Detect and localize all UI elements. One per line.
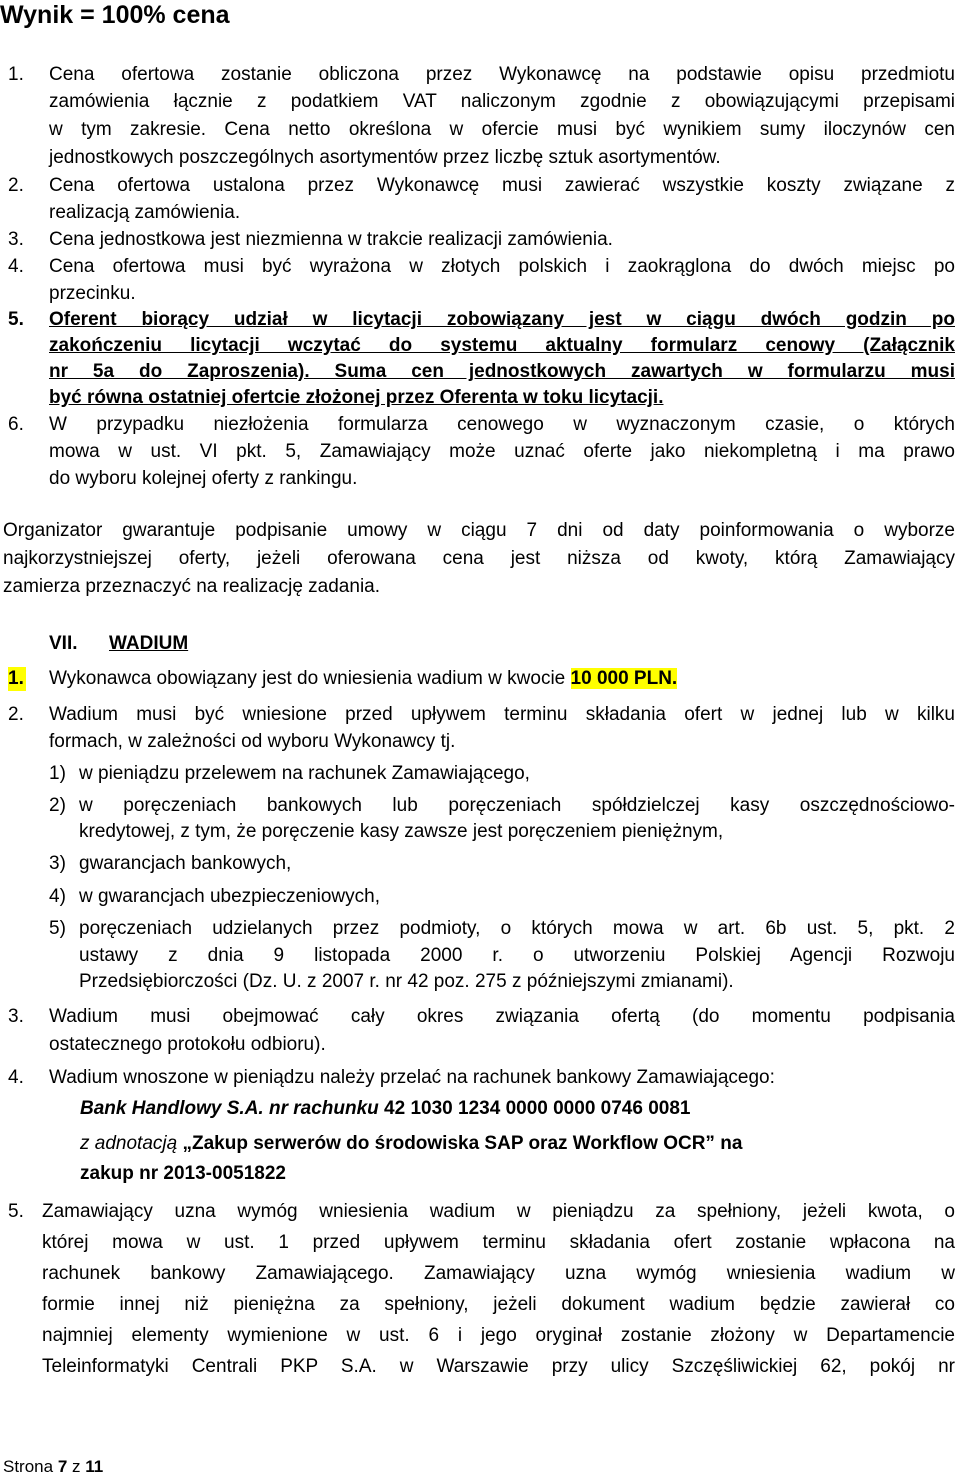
footer-sep: z [67, 1457, 86, 1476]
form-number: 2) [49, 795, 66, 816]
wadium-amount: 10 000 PLN. [570, 668, 678, 689]
wadium-line: ostatecznego protokołu odbioru). [49, 1034, 326, 1055]
annotation-line: zakup nr 2013-0051822 [80, 1163, 286, 1184]
page-footer [3, 1455, 103, 1479]
wadium-line: Zamawiający uzna wymóg wniesienia wadium w pieniądzu za spełniony, jeżeli kwota, o [42, 1201, 955, 1222]
list-item-line: mowa w ust. VI pkt. 5, Zamawiający może uznać oferte jako niekompletną i ma prawo [49, 441, 955, 462]
footer-total: 11 [85, 1457, 104, 1476]
wadium-line: Wadium musi obejmować cały okres związania ofertą (do momentu podpisania [49, 1006, 955, 1027]
list-item-line: do wyboru kolejnej oferty z rankingu. [49, 468, 358, 489]
form-line: kredytowej, z tym, że poręczenie kasy zawsze jest poręczeniem pieniężnym, [79, 821, 724, 842]
list-number: 4. [8, 256, 24, 277]
wadium-line: Wadium musi być wniesione przed upływem terminu składania ofert w jednej lub w kilku [49, 704, 955, 725]
wadium-line: formach, w zależności od wyboru Wykonawcy tj. [49, 731, 456, 752]
list-item-line-bold: nr 5a do Zaproszenia). Suma cen jednostkowych zawartych w formularzu musi [49, 361, 955, 382]
list-item-line: Cena ofertowa zostanie obliczona przez Wykonawcę na podstawie opisu przedmiotu [49, 64, 955, 85]
list-number: 5. [8, 309, 24, 330]
form-line: w poręczeniach bankowych lub poręczeniach spółdzielczej kasy oszczędnościowo- [79, 795, 955, 816]
list-item-line: Cena ofertowa ustalona przez Wykonawcę musi zawierać wszystkie koszty związane z [49, 175, 955, 196]
annotation-line [80, 1132, 742, 1156]
list-item-line: realizacją zamówienia. [49, 202, 241, 223]
wadium-number: 1. [8, 668, 24, 689]
form-number: 1) [49, 763, 66, 784]
wadium-line: Teleinformatyki Centrali PKP S.A. w Warszawie przy ulicy Szczęśliwickiej 62, pokój nr [42, 1356, 955, 1377]
wadium-line [49, 667, 677, 691]
list-item-line-bold: Oferent biorący udział w licytacji zobowiązany jest w ciągu dwóch godzin po [49, 309, 955, 330]
wadium-number: 4. [8, 1067, 24, 1088]
page-heading: Wynik = 100% cena [0, 1, 230, 29]
bank-name: Bank Handlowy S.A. [80, 1098, 264, 1119]
list-item-line-bold: zakończeniu licytacji wczytać do systemu aktualny formularz cenowy (Załącznik [49, 335, 955, 356]
form-line: Przedsiębiorczości (Dz. U. z 2007 r. nr 42 poz. 275 z późniejszymi zmianami). [79, 971, 734, 992]
section-title: WADIUM [109, 633, 189, 654]
wadium-line: najmniej elementy wymienione w ust. 6 i jego oryginał zostanie złożony w Departamencie [42, 1325, 955, 1346]
form-line: w gwarancjach ubezpieczeniowych, [79, 886, 380, 907]
footer-page: 7 [57, 1457, 68, 1476]
form-number: 5) [49, 918, 66, 939]
paragraph-line: najkorzystniejszej oferty, jeżeli oferowana cena jest niższa od kwoty, którą Zamawiający [3, 548, 955, 569]
list-item-line: w tym zakresie. Cena netto określona w ofercie musi być wynikiem sumy iloczynów cen [49, 119, 955, 140]
form-number: 3) [49, 853, 66, 874]
account-label: nr rachunku [263, 1098, 379, 1119]
wadium-number: 3. [8, 1006, 24, 1027]
wadium-line: której mowa w ust. 1 przed upływem terminu składania ofert zostanie wpłacona na [42, 1232, 955, 1253]
list-item-line: Cena jednostkowa jest niezmienna w trakcie realizacji zamówienia. [49, 229, 613, 250]
form-line: ustawy z dnia 9 listopada 2000 r. o utworzeniu Polskiej Agencji Rozwoju [79, 945, 955, 966]
wadium-number: 2. [8, 704, 24, 725]
list-number: 2. [8, 175, 24, 196]
list-item-line: Cena ofertowa musi być wyrażona w złotych polskich i zaokrąglona do dwóch miejsc po [49, 256, 955, 277]
paragraph-line: zamierza przeznaczyć na realizację zadania. [3, 576, 381, 597]
section-number: VII. [49, 633, 78, 654]
footer-prefix: Strona [3, 1457, 58, 1476]
wadium-line: rachunek bankowy Zamawiającego. Zamawiający uzna wymóg wniesienia wadium w [42, 1263, 955, 1284]
list-number: 1. [8, 64, 24, 85]
paragraph-line: Organizator gwarantuje podpisanie umowy w ciągu 7 dni od daty poinformowania o wyborze [3, 520, 955, 541]
form-number: 4) [49, 886, 66, 907]
list-number: 3. [8, 229, 24, 250]
form-line: w pieniądzu przelewem na rachunek Zamawiającego, [79, 763, 530, 784]
list-item-line: jednostkowych poszczególnych asortymentów przez liczbę sztuk asortymentów. [49, 147, 721, 168]
list-number: 6. [8, 414, 24, 435]
account-number: 42 1030 1234 0000 0000 0746 0081 [378, 1098, 691, 1119]
list-item-line: zamówienia łącznie z podatkiem VAT naliczonym zgodnie z obowiązującymi przepisami [49, 91, 955, 112]
wadium-text: Wykonawca obowiązany jest do wniesienia wadium w kwocie [49, 668, 571, 689]
annotation-title: „Zakup serwerów do środowiska SAP oraz Workflow OCR” na [182, 1133, 743, 1154]
wadium-line: formie innej niż pieniężna za spełniony, jeżeli dokument wadium będzie zawierał co [42, 1294, 955, 1315]
list-item-line: W przypadku niezłożenia formularza cenowego w wyznaczonym czasie, o których [49, 414, 955, 435]
bank-account-line [80, 1097, 690, 1121]
list-item-line: przecinku. [49, 283, 136, 304]
form-line: gwarancjach bankowych, [79, 853, 292, 874]
form-line: poręczeniach udzielanych przez podmioty, o których mowa w art. 6b ust. 5, pkt. 2 [79, 918, 955, 939]
wadium-line: Wadium wnoszone w pieniądzu należy przelać na rachunek bankowy Zamawiającego: [49, 1067, 775, 1088]
annotation-prefix: z adnotacją [80, 1133, 183, 1154]
list-item-line-bold: być równa ostatniej ofertcie złożonej przez Oferenta w toku licytacji. [49, 387, 664, 408]
wadium-number: 5. [8, 1201, 24, 1222]
